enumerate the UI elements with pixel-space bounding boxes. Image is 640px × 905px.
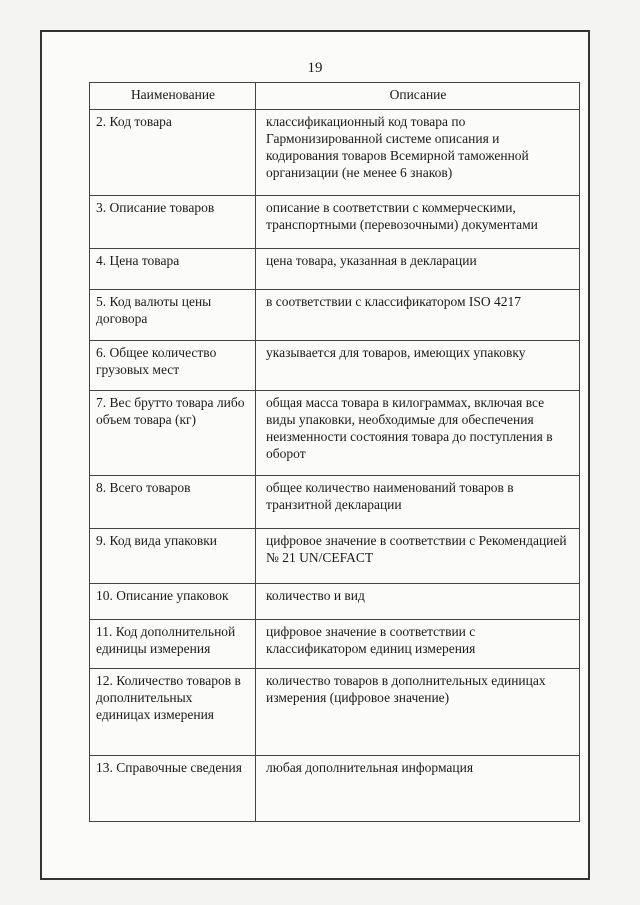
row-description: цифровое значение в соответствии с классификатором единиц измерения [256,620,580,669]
specification-table [89,82,580,822]
row-name: 5. Код валюты цены договора [90,290,256,341]
table-row [90,110,580,196]
row-name: 6. Общее количество грузовых мест [90,341,256,391]
row-description: в соответствии с классификатором ISO 4217 [256,290,580,341]
column-header-name: Наименование [90,83,256,110]
row-name: 8. Всего товаров [90,476,256,529]
row-description: цифровое значение в соответствии с Рекомендацией № 21 UN/CEFACT [256,529,580,584]
row-description: указывается для товаров, имеющих упаковку [256,341,580,391]
table-row [90,584,580,620]
row-name: 2. Код товара [90,110,256,196]
row-description: общее количество наименований товаров в транзитной декларации [256,476,580,529]
table-row [90,669,580,756]
row-description: описание в соответствии с коммерческими, транспортными (перевозочными) документами [256,196,580,249]
page-frame [40,30,590,880]
row-description: цена товара, указанная в декларации [256,249,580,290]
row-name: 11. Код дополнительной единицы измерения [90,620,256,669]
table-row [90,196,580,249]
column-header-description: Описание [256,83,580,110]
row-description: любая дополнительная информация [256,756,580,822]
table-header-row [90,83,580,110]
table-row [90,391,580,476]
row-name: 9. Код вида упаковки [90,529,256,584]
row-name: 7. Вес брутто товара либо объем товара (кг) [90,391,256,476]
row-name: 12. Количество товаров в дополнительных единицах измерения [90,669,256,756]
row-name: 13. Справочные сведения [90,756,256,822]
table-row [90,476,580,529]
row-description: количество и вид [256,584,580,620]
row-description: количество товаров в дополнительных единицах измерения (цифровое значение) [256,669,580,756]
table-row [90,341,580,391]
table-row [90,620,580,669]
table-row [90,290,580,341]
row-description: общая масса товара в килограммах, включая все виды упаковки, необходимые для обеспечения неизменности состояния товара до поступления в оборот [256,391,580,476]
table-row [90,756,580,822]
table-row [90,249,580,290]
row-name: 10. Описание упаковок [90,584,256,620]
table-row [90,529,580,584]
row-name: 3. Описание товаров [90,196,256,249]
row-description: классификационный код товара по Гармонизированной системе описания и кодирования товаров Всемирной таможенной организации (не менее 6 знаков) [256,110,580,196]
page-number: 19 [307,60,323,76]
row-name: 4. Цена товара [90,249,256,290]
